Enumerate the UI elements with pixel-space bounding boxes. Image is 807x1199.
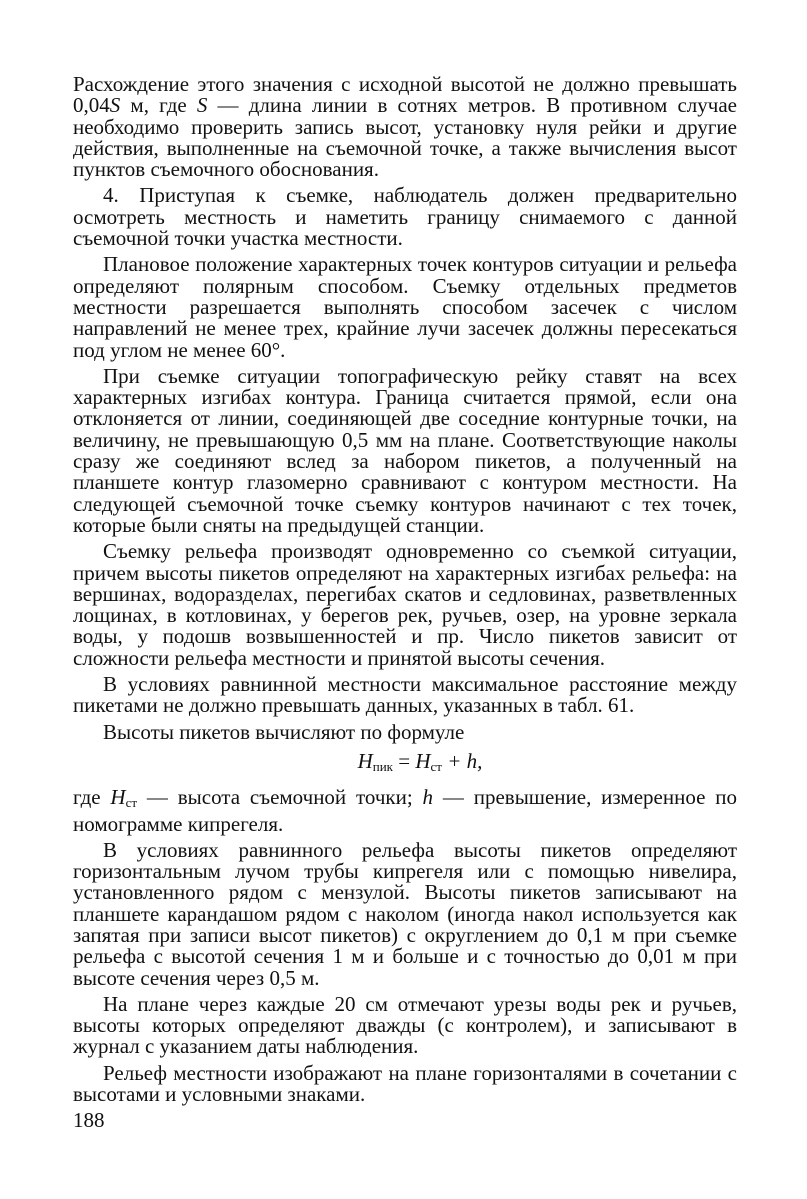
paragraph-3: Плановое положение характерных точек контуров ситуации и рельефа определяют полярным способом. Съемку отдельных предметов местности разрешается выполнять способом засечек с числом направлений не менее трех, крайние лучи засечек должны пересекаться под углом не менее 60°. (73, 252, 737, 362)
paragraph-7: Высоты пикетов вычисляют по формуле (103, 719, 465, 744)
paragraph-10: На плане через каждые 20 см отмечают урезы воды рек и ручьев, высоты которых определяют дважды (с контролем), и записывают в журнал с указанием даты наблюдения. (73, 991, 737, 1059)
formula: $H_{пик} = H_{ст} + h$, (357, 748, 483, 774)
paragraph-5: Съемку рельефа производят одновременно со съемкой ситуации, причем высоты пикетов определяют на характерных изгибах рельефа: на вершинах, водоразделах, перегибах скатов и седловинах, разветвленных лощинах, в котловинах, у берегов рек, ручьев, озер, на уровне зеркала воды, у подошв возвышенностей и пр. Число пикетов зависит от сложности рельефа местности и принятой высоты сечения. (73, 539, 737, 670)
page-number: 188 (73, 1108, 105, 1132)
paragraph-6: В условиях равнинной местности максимальное расстояние между пикетами не должно превышать данных, указанных в табл. 61. (73, 672, 737, 718)
paragraph-9: В условиях равнинного рельефа высоты пикетов определяют горизонтальным лучом трубы кипрегеля или с помощью нивелира, установленного рядом с мензулой. Высоты пикетов записывают на планшете карандашом рядом с наколом (иногда накол используется как запятая при записи высот пикетов) с округлением до 0,1 м при съемке рельефа с высотой сечения 1 м и больше и с точностью до 0,01 м при высоте сечения через 0,5 м. (73, 837, 737, 990)
paragraph-11: Рельеф местности изображают на плане горизонталями в сочетании с высотами и условными знаками. (73, 1060, 737, 1107)
paragraph-8: где $H_{ст}$ — высота съемочной точки; h — превышение, измеренное по номограмме кипрегеля. (73, 785, 737, 836)
paragraph-4: При съемке ситуации топографическую рейку ставят на всех характерных изгибах контура. Граница считается прямой, если она отклоняется от линии, соединяющей две соседние контурные точки, на величину, не превышающую 0,5 мм на плане. Соответствующие наколы сразу же соединяют вслед за набором пикетов, а полученный на планшете контур глазомерно сравнивают с контуром местности. На следующей съемочной точке съемку контуров начинают с тех точек, которые были сняты на предыдущей станции. (73, 363, 737, 537)
paragraph-1: Расхождение этого значения с исходной высотой не должно превышать 0,04S м, где S — длина линии в сотнях метров. В противном случае необходимо проверить запись высот, установку нуля рейки и другие действия, выполненные на съемочной точке, а также вычисления высот пунктов съемочного обоснования. (73, 72, 737, 182)
paragraph-2: 4. Приступая к съемке, наблюдатель должен предварительно осмотреть местность и наметить границу снимаемого с данной съемочной точки участка местности. (73, 183, 737, 251)
